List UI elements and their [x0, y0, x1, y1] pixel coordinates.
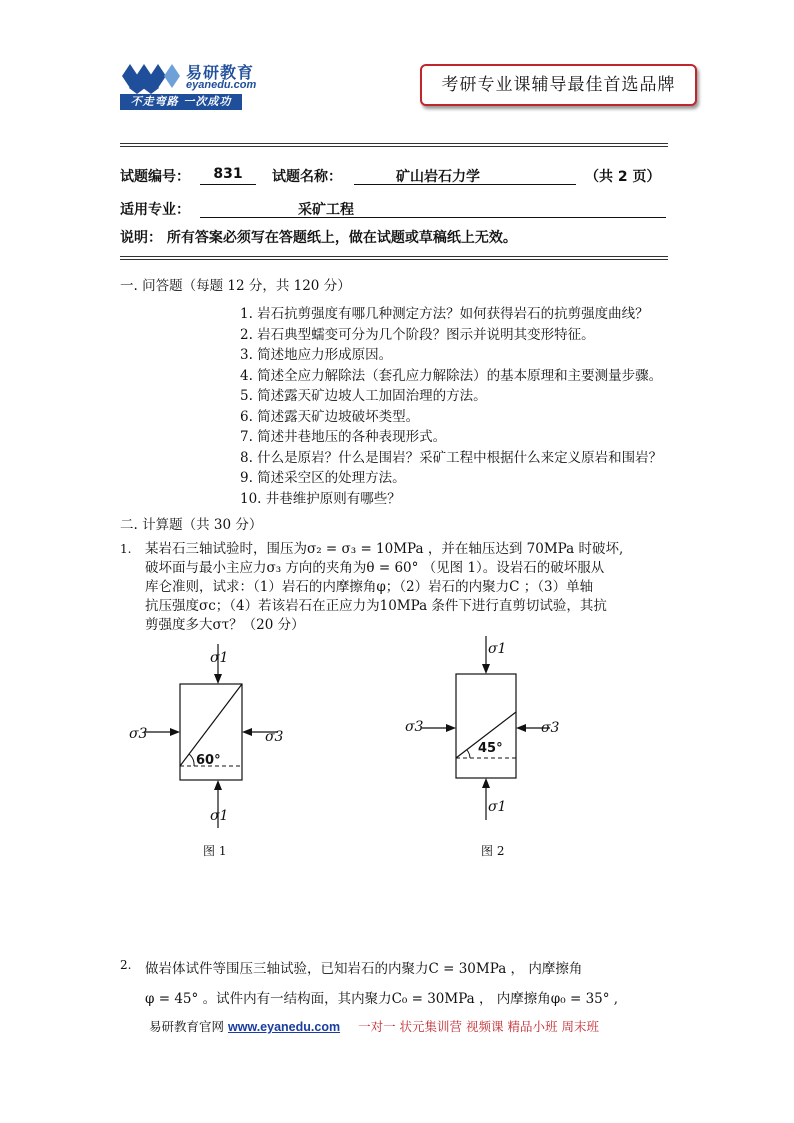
question-item: 2. 岩石典型蠕变可分为几个阶段？图示并说明其变形特征。	[240, 326, 595, 343]
question-list	[120, 304, 663, 509]
exam-name: 矿山岩石力学	[354, 166, 576, 185]
fig2-sigma3-left: σ3	[405, 719, 424, 735]
question-item: 7. 简述井巷地压的各种表现形式。	[240, 429, 447, 445]
fig1-angle: 60°	[196, 753, 221, 768]
calc-q2-text	[145, 954, 675, 1014]
exam-code-label: 试题编号：	[120, 169, 190, 185]
question-item: 3. 简述地应力形成原因。	[240, 347, 393, 363]
divider-bottom	[120, 256, 668, 260]
fig2-sigma3-right: σ3	[541, 720, 560, 736]
calc-q1-line: 抗压强度σc；（4）若该岩石在正应力为10MPa 条件下进行直剪切试验，其抗	[145, 598, 607, 614]
logo-url: eyanedu.com	[186, 79, 257, 91]
section2-title: 二. 计算题（共 30 分）	[120, 517, 263, 533]
fig1-sigma3-right: σ3	[265, 729, 284, 745]
calc-q1-number: 1.	[120, 542, 132, 556]
calc-q1-line: 剪强度多大στ？（20 分）	[145, 617, 305, 633]
exam-name-label: 试题名称：	[272, 169, 342, 185]
calc-q1-line: 某岩石三轴试验时，围压为σ₂ = σ₃ = 10MPa ，并在轴压达到 70MPa 时破坏,	[145, 541, 624, 557]
fig2-caption: 图 2	[481, 844, 505, 858]
fig2-angle: 45°	[478, 741, 503, 756]
brand-banner: 考研专业课辅导最佳首选品牌	[420, 64, 697, 106]
calc-q2-line: 做岩体试件等围压三轴试验，已知岩石的内聚力C = 30MPa ， 内摩擦角	[145, 961, 583, 977]
section1-title: 一. 问答题（每题 12 分，共 120 分）	[120, 278, 351, 294]
divider-top	[120, 143, 668, 147]
question-item: 8. 什么是原岩？什么是围岩？采矿工程中根据什么来定义原岩和围岩？	[240, 449, 663, 466]
fig2-sigma1-bottom: σ1	[488, 799, 507, 815]
question-item: 4. 简述全应力解除法（套孔应力解除法）的基本原理和主要测量步骤。	[240, 367, 663, 384]
calc-q1-line: 库仑准则，试求：（1）岩石的内摩擦角φ；（2）岩石的内聚力C ；（3）单轴	[145, 579, 594, 595]
logo-name: 易研教育	[186, 63, 255, 82]
question-item: 1. 岩石抗剪强度有哪几种测定方法？如何获得岩石的抗剪强度曲线？	[240, 306, 649, 322]
logo-slogan: 不走弯路 一次成功	[120, 94, 242, 110]
calc-q1-text	[145, 540, 675, 635]
question-item: 10. 井巷维护原则有哪些？	[240, 490, 401, 507]
exam-pages: （共 2 页）	[585, 169, 661, 185]
footer-url-link[interactable]: www.eyanedu.com	[228, 1020, 341, 1034]
calc-q2-number: 2.	[120, 958, 132, 972]
fig2-sigma1-top: σ1	[488, 641, 507, 657]
question-item: 6. 简述露天矿边坡破坏类型。	[240, 408, 420, 425]
calc-q1-line: 破坏面与最小主应力σ₃ 方向的夹角为θ = 60° （见图 1）。设岩石的破坏服从	[145, 560, 605, 576]
footer	[149, 1017, 599, 1035]
major-value: 采矿工程	[200, 199, 666, 218]
exam-note: 说明： 所有答案必须写在答题纸上，做在试题或草稿纸上无效。	[120, 230, 517, 246]
fig1-caption: 图 1	[203, 844, 227, 858]
exam-code: 831	[200, 166, 256, 185]
footer-services: 一对一 状元集训营 视频课 精品小班 周末班	[358, 1019, 599, 1034]
question-item: 5. 简述露天矿边坡人工加固治理的方法。	[240, 388, 487, 404]
fig1-sigma3-left: σ3	[129, 726, 148, 742]
footer-site-label: 易研教育官网	[149, 1019, 225, 1034]
fig1-sigma1-top: σ1	[210, 650, 229, 666]
logo-mark-icon	[120, 58, 186, 94]
fig1-sigma1-bottom: σ1	[210, 808, 229, 824]
major-label: 适用专业：	[120, 202, 190, 218]
calc-q2-line: φ = 45° 。试件内有一结构面，其内聚力C₀ = 30MPa ， 内摩擦角φ₀ = 35° ,	[145, 991, 619, 1007]
question-item: 9. 简述采空区的处理方法。	[240, 470, 406, 486]
